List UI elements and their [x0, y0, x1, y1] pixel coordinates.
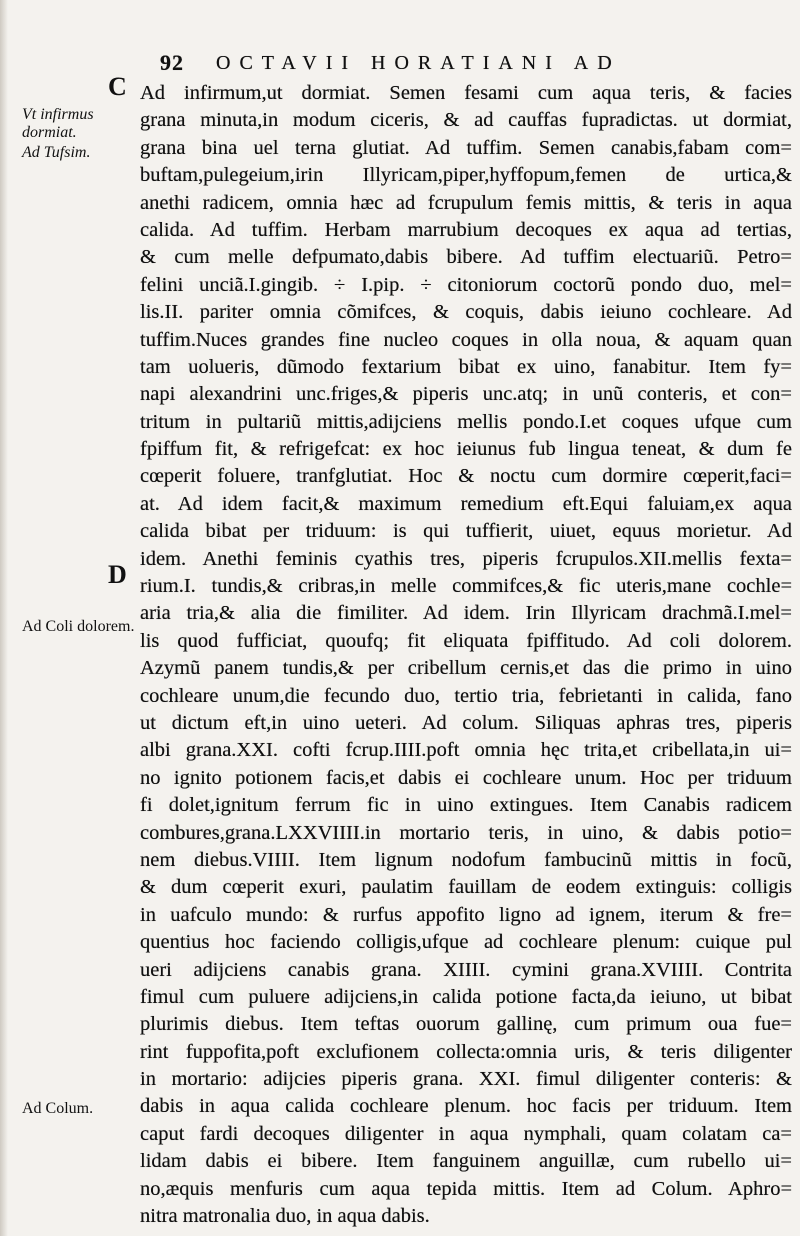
- text-line: lis quod fufficiat, quoufq; fit eliquata fpiffitudo. Ad coli dolorem.: [140, 629, 792, 652]
- text-line: tritum in pultariũ mittis,adijciens mellis pondo.I.et coques ufque cum: [140, 410, 792, 433]
- text-line: albi grana.XXI. cofti fcrup.IIII.poft omnia hęc trita,et cribellata,in ui=: [140, 739, 792, 762]
- text-line: at. Ad idem facit,& maximum remedium eft.Equi faluiam,ex aqua: [140, 492, 792, 515]
- text-line: plurimis diebus. Item teftas ouorum gallinę, cum primum oua fue=: [140, 1013, 792, 1036]
- text-line: no,æquis menfuris cum aqua tepida mittis. Item ad Colum. Aphro=: [140, 1177, 792, 1200]
- text-line: caput fardi decoques diligenter in aqua nymphali, quam colatam ca=: [140, 1122, 792, 1145]
- text-line: grana minuta,in modum ciceris, & ad cauffas fupradictas. ut dormiat,: [140, 109, 792, 132]
- page-edge: [0, 0, 8, 1236]
- running-title: OCTAVII HORATIANI AD: [216, 52, 621, 74]
- text-line: calida bibat per triduum: is qui tuffierit, uiuet, equus morietur. Ad: [140, 520, 792, 543]
- text-line: cœperit foluere, tranfglutiat. Hoc & noctu cum dormire cœperit,faci=: [140, 465, 792, 488]
- text-line: rint fuppofita,poft exclufionem collecta:omnia uris, & teris diligenter: [140, 1040, 792, 1063]
- text-line: tuffim.Nuces grandes fine nucleo coques in olla noua, & aquam quan: [140, 328, 792, 351]
- running-head: [160, 46, 780, 80]
- text-line: aria tria,& alia die fimiliter. Ad idem. Irin Illyricam drachmã.I.mel=: [140, 602, 792, 625]
- text-line: cochleare unum,die fecundo duo, tertio tria, febrietanti in calida, fano: [140, 684, 792, 707]
- text-line: fimul cum puluere adijciens,in calida potione facta,da ieiuno, ut bibat: [140, 985, 792, 1008]
- text-line: Azymũ panem tundis,& per cribellum cernis,et das die primo in uino: [140, 657, 792, 680]
- text-line: Ad infirmum,ut dormiat. Semen fesami cum aqua teris, & facies: [140, 82, 792, 104]
- section-letter-c: C: [108, 72, 127, 101]
- text-line: fi dolet,ignitum ferrum fic in uino extingues. Item Canabis radicem: [140, 794, 792, 817]
- margin-note-sleep: Vt infirmus dormiat.: [22, 106, 94, 141]
- text-line-last: nitra matronalia duo, in aqua dabis.: [140, 1205, 430, 1228]
- text-line: rium.I. tundis,& cribras,in melle commifces,& fic uteris,mane cochle=: [140, 575, 792, 598]
- body-text: [140, 80, 792, 1230]
- text-line: idem. Anethi feminis cyathis tres, piperis fcrupulos.XII.mellis fexta=: [140, 547, 792, 570]
- text-line: dabis in aqua calida cochleare plenum. hoc facis per triduum. Item: [140, 1095, 792, 1118]
- margin-note-cough: Ad Tufsim.: [22, 144, 91, 161]
- text-line: lis.II. pariter omnia cõmifces, & coquis, dabis ieiuno cochleare. Ad: [140, 301, 792, 324]
- text-line: quentius hoc faciendo colligis,ufque ad cochleare plenum: cuique pul: [140, 931, 792, 954]
- section-letter-d: D: [108, 560, 127, 589]
- margin-note-colum: Ad Colum.: [22, 1100, 94, 1117]
- margin-note-colic: Ad Coli dolorem.: [22, 618, 135, 635]
- page-number: 92: [160, 50, 184, 75]
- text-line: buftam,pulegeium,irin Illyricam,piper,hyffopum,femen de urtica,&: [140, 164, 792, 187]
- text-line: anethi radicem, omnia hæc ad fcrupulum femis mittis, & teris in aqua: [140, 191, 792, 214]
- text-line: ut dictum eft,in uino ueteri. Ad colum. Siliquas aphras tres, piperis: [140, 711, 792, 734]
- text-line: in uafculo mundo: & rurfus appofito ligno ad ignem, iterum & fre=: [140, 903, 792, 926]
- text-line: lidam dabis ei bibere. Item fanguinem anguillæ, cum rubello ui=: [140, 1150, 792, 1173]
- text-line: tam uolueris, dũmodo fextarium bibat ex uino, fanabitur. Item fy=: [140, 355, 792, 378]
- text-line: calida. Ad tuffim. Herbam marrubium decoques ex aqua ad tertias,: [140, 218, 792, 241]
- text-line: nem diebus.VIIII. Item lignum nodofum fambucinũ mittis in focũ,: [140, 848, 792, 871]
- text-line: grana bina uel terna glutiat. Ad tuffim. Semen canabis,fabam com=: [140, 136, 792, 159]
- text-line: in mortario: adijcies piperis grana. XXI. fimul diligenter conteris: &: [140, 1068, 792, 1091]
- text-line: & dum cœperit exuri, paulatim fauillam de eodem extinguis: colligis: [140, 876, 792, 899]
- text-line: combures,grana.LXXVIIII.in mortario teris, in uino, & dabis potio=: [140, 821, 792, 844]
- text-line: ueri adijciens canabis grana. XIIII. cymini grana.XVIIII. Contrita: [140, 958, 792, 981]
- text-line: felini unciã.I.gingib. ÷ I.pip. ÷ citoniorum coctorũ pondo duo, mel=: [140, 273, 792, 296]
- text-line: napi alexandrini unc.friges,& piperis unc.atq; in unũ conteris, et con=: [140, 383, 792, 406]
- text-line: fpiffum fit, & refrigefcat: ex hoc ieiunus fub lingua teneat, & dum fe: [140, 438, 792, 461]
- text-line: no ignito potionem facis,et dabis ei cochleare unum. Hoc per triduum: [140, 766, 792, 789]
- text-line: & cum melle defpumato,dabis bibere. Ad tuffim electuariũ. Petro=: [140, 246, 792, 269]
